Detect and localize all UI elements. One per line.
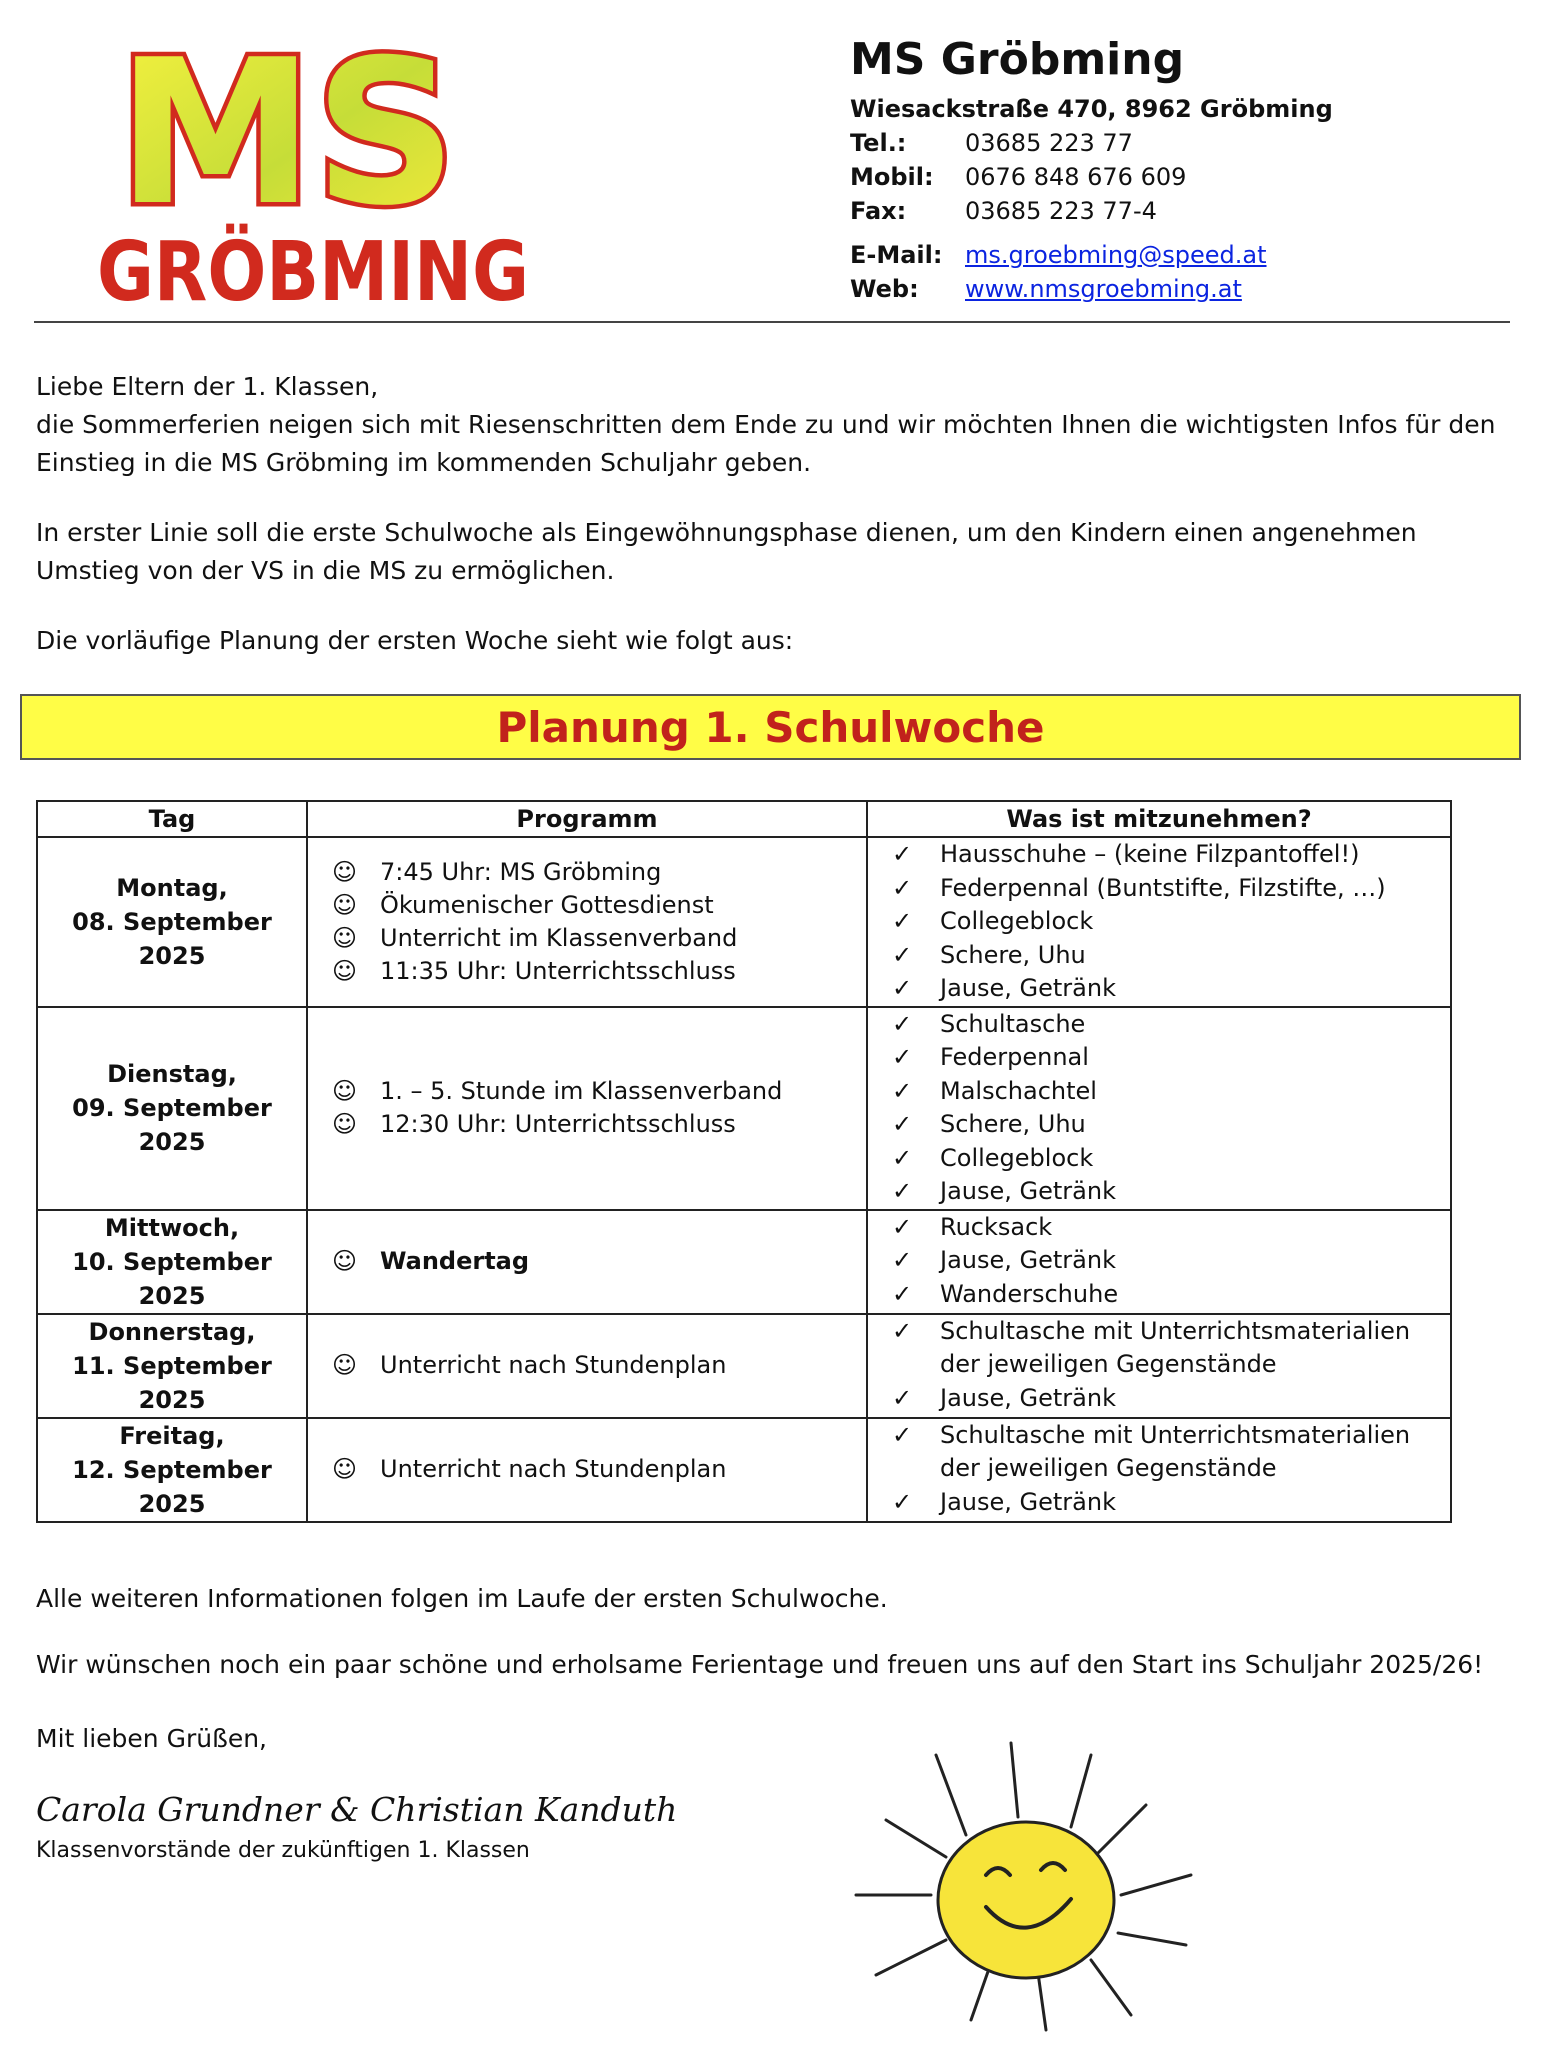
items-cell: [867, 1210, 1451, 1314]
checkmark-icon: ✓: [892, 1076, 913, 1105]
greeting: Liebe Eltern der 1. Klassen,: [36, 372, 379, 401]
closing-regards: Mit lieben Grüßen,: [36, 1724, 267, 1753]
checkmark-icon: ✓: [892, 907, 913, 935]
smiley-icon: ☺: [332, 857, 358, 886]
column-header-items: Was ist mitzunehmen?: [867, 801, 1451, 837]
checkmark-icon: ✓: [892, 1043, 913, 1071]
contact-label: Web:: [850, 275, 919, 303]
contact-label: Tel.:: [850, 129, 907, 157]
item: Jause, Getränk: [940, 1487, 1116, 1516]
schedule-table: [36, 800, 1452, 1523]
checkmark-icon: ✓: [892, 940, 913, 969]
item: Schultasche mit Unterrichtsmaterialien der jeweiligen Gegenstände: [940, 1420, 1411, 1482]
day-cell: [37, 1314, 307, 1418]
logo-ms-letters: MS: [117, 17, 457, 250]
table-row-thursday: [37, 1314, 1451, 1418]
day-name: Montag,: [116, 873, 228, 902]
email-link[interactable]: ms.groebming@speed.at: [965, 241, 1267, 269]
table-row-monday: [37, 837, 1451, 1007]
day-cell: [37, 1418, 307, 1522]
contact-label: E-Mail:: [850, 241, 943, 269]
program-cell: [307, 837, 867, 1007]
checkmark-icon: ✓: [892, 1383, 913, 1412]
program-cell: [307, 1007, 867, 1210]
checkmark-icon: ✓: [892, 1110, 913, 1138]
program-item: 11:35 Uhr: Unterrichtsschluss: [380, 956, 736, 985]
item: Schere, Uhu: [940, 940, 1086, 969]
day-date: 12. September 2025: [72, 1455, 272, 1518]
checkmark-icon: ✓: [892, 1487, 913, 1516]
intro-paragraph: [36, 368, 1496, 482]
day-date: 11. September 2025: [72, 1351, 272, 1414]
paragraph-planning: Die vorläufige Planung der ersten Woche sieht wie folgt aus:: [36, 626, 794, 655]
program-item: Unterricht im Klassenverband: [380, 923, 738, 952]
closing-wishes: Wir wünschen noch ein paar schöne und erholsame Ferientage und freuen uns auf den Start ins Schuljahr 2025/26!: [36, 1650, 1484, 1679]
checkmark-icon: ✓: [892, 1316, 913, 1345]
day-cell: [37, 837, 307, 1007]
school-logo: [95, 17, 608, 320]
contact-label: Mobil:: [850, 163, 934, 191]
table-header-row: [37, 801, 1451, 837]
item: Malschachtel: [940, 1076, 1097, 1105]
contact-email: [850, 238, 1333, 272]
contact-label: Fax:: [850, 197, 907, 225]
smiley-icon: ☺: [332, 890, 358, 919]
item: Federpennal (Buntstifte, Filzstifte, …): [940, 873, 1386, 902]
checkmark-icon: ✓: [892, 1177, 913, 1205]
intro-text: die Sommerferien neigen sich mit Riesenschritten dem Ende zu und wir möchten Ihnen die wichtigsten Infos für den Einstieg in die MS Gröbming im kommenden Schuljahr geben.: [36, 410, 1496, 477]
checkmark-icon: ✓: [892, 840, 913, 868]
smiley-icon: ☺: [332, 1455, 358, 1483]
program-item: 12:30 Uhr: Unterrichtsschluss: [380, 1110, 736, 1138]
program-cell: [307, 1418, 867, 1522]
day-cell: [37, 1210, 307, 1314]
program-item: Unterricht nach Stundenplan: [380, 1351, 727, 1379]
table-row-friday: [37, 1418, 1451, 1522]
item: Jause, Getränk: [940, 1383, 1116, 1412]
column-header-day: Tag: [37, 801, 307, 837]
day-date: 10. September 2025: [72, 1247, 272, 1310]
contact-value: 03685 223 77: [965, 129, 1133, 157]
item: Schultasche: [940, 1009, 1086, 1038]
day-name: Dienstag,: [107, 1060, 237, 1088]
signer-role: Klassenvorstände der zukünftigen 1. Klassen: [36, 1838, 530, 1863]
item: Jause, Getränk: [940, 1246, 1116, 1274]
checkmark-icon: ✓: [892, 1009, 913, 1038]
checkmark-icon: ✓: [892, 1143, 913, 1172]
program-item: Ökumenischer Gottesdienst: [380, 890, 714, 919]
smiley-icon: ☺: [332, 1077, 358, 1105]
items-cell: [867, 1418, 1451, 1522]
schedule-banner: [20, 694, 1521, 760]
item: Collegeblock: [940, 907, 1094, 935]
item: Schere, Uhu: [940, 1110, 1086, 1138]
checkmark-icon: ✓: [892, 1420, 913, 1449]
program-cell: [307, 1314, 867, 1418]
checkmark-icon: ✓: [892, 1246, 913, 1274]
items-cell: [867, 837, 1451, 1007]
item: Jause, Getränk: [940, 974, 1116, 1002]
program-item: 7:45 Uhr: MS Gröbming: [380, 857, 662, 886]
contact-web: [850, 272, 1333, 306]
item: Wanderschuhe: [940, 1279, 1119, 1308]
banner-title: Planung 1. Schulwoche: [496, 702, 1045, 752]
item: Jause, Getränk: [940, 1177, 1116, 1205]
program-cell: [307, 1210, 867, 1314]
checkmark-icon: ✓: [892, 974, 913, 1002]
signature: Carola Grundner & Christian Kanduth: [36, 1790, 678, 1829]
day-name: Mittwoch,: [104, 1213, 240, 1242]
column-header-program: Programm: [307, 801, 867, 837]
paragraph-adjustment: In erster Linie soll die erste Schulwoche als Eingewöhnungsphase dienen, um den Kindern einen angenehmen Umstieg von der VS in die MS zu ermöglichen.: [36, 518, 1417, 585]
day-date: 08. September 2025: [72, 907, 272, 970]
program-item: 1. – 5. Stunde im Klassenverband: [380, 1077, 783, 1105]
contact-value: 03685 223 77-4: [965, 197, 1157, 225]
table-row-wednesday: [37, 1210, 1451, 1314]
item: Rucksack: [940, 1212, 1053, 1241]
contact-mobile: [850, 160, 1333, 194]
checkmark-icon: ✓: [892, 873, 913, 902]
item: Schultasche mit Unterrichtsmaterialien der jeweiligen Gegenstände: [940, 1316, 1411, 1378]
contact-phone: [850, 126, 1333, 160]
logo-wordmark: GRÖBMING: [97, 225, 608, 320]
day-name: Freitag,: [119, 1421, 225, 1450]
checkmark-icon: ✓: [892, 1279, 913, 1308]
program-item: Unterricht nach Stundenplan: [380, 1455, 727, 1483]
items-cell: [867, 1007, 1451, 1210]
smiley-icon: ☺: [332, 956, 358, 985]
contact-fax: [850, 194, 1333, 228]
item: Federpennal: [940, 1043, 1089, 1071]
website-link[interactable]: www.nmsgroebming.at: [965, 275, 1242, 303]
program-item: Wandertag: [380, 1247, 530, 1275]
closing-info: Alle weiteren Informationen folgen im Laufe der ersten Schulwoche.: [36, 1584, 888, 1613]
item: Collegeblock: [940, 1143, 1094, 1172]
sun-illustration: [846, 1735, 1216, 2035]
header-divider: [34, 321, 1510, 323]
day-date: 09. September 2025: [72, 1094, 272, 1156]
day-name: Donnerstag,: [88, 1317, 256, 1346]
checkmark-icon: ✓: [892, 1212, 913, 1241]
contact-value: 0676 848 676 609: [965, 163, 1187, 191]
school-name: MS Gröbming: [850, 34, 1185, 85]
smiley-icon: ☺: [332, 1351, 358, 1379]
school-address: Wiesackstraße 470, 8962 Gröbming: [850, 95, 1333, 123]
items-cell: [867, 1314, 1451, 1418]
school-contact-block: [850, 30, 1333, 306]
day-cell: [37, 1007, 307, 1210]
item: Hausschuhe – (keine Filzpantoffel!): [940, 840, 1360, 868]
smiley-icon: ☺: [332, 923, 358, 952]
smiley-icon: ☺: [332, 1110, 358, 1138]
smiley-icon: ☺: [332, 1247, 358, 1275]
table-row-tuesday: [37, 1007, 1451, 1210]
